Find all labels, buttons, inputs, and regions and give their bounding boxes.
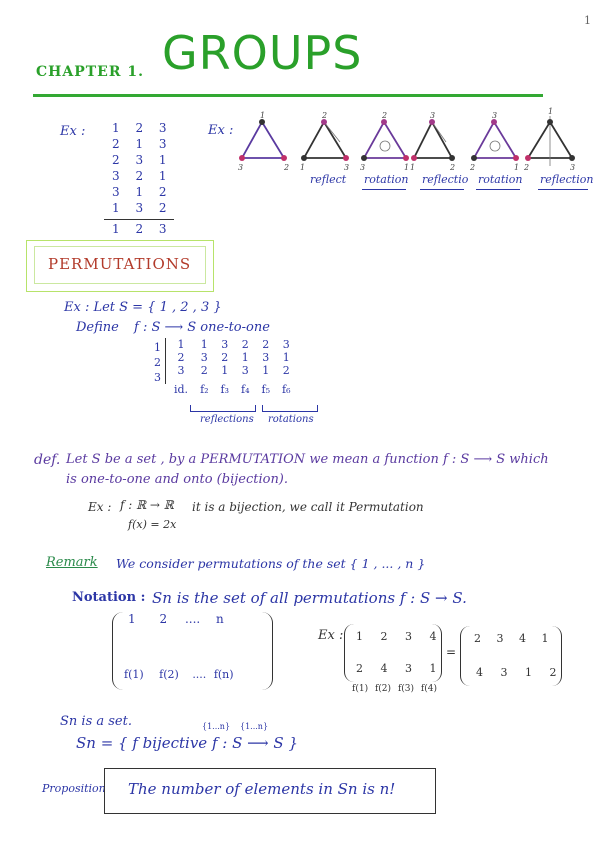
matrix-cell: f(2)	[159, 668, 179, 681]
table-cell: 2	[262, 338, 270, 351]
table-cell: 2	[177, 351, 185, 364]
define-map: f : S ⟶ S one-to-one	[134, 320, 270, 335]
matrix-cell: 3	[405, 662, 412, 675]
row-header: 2	[154, 356, 161, 369]
svg-text:2: 2	[322, 111, 328, 120]
sn-line2: Sn = { f bijective f : S ⟶ S }	[76, 734, 298, 752]
matrix-cell: 4	[476, 666, 483, 679]
ex-left-label: Ex :	[60, 124, 86, 139]
function-label: f₅	[261, 383, 270, 396]
row-header: 3	[154, 371, 161, 384]
matrix-cell: f(n)	[213, 668, 234, 681]
function-label: f₃	[220, 383, 230, 396]
svg-text:3: 3	[430, 111, 436, 120]
matrix-cell: 2	[474, 632, 481, 645]
example-let-line: Ex : Let S = { 1 , 2 , 3 }	[64, 300, 222, 315]
sn-line1: Sn is a set.	[60, 714, 132, 729]
function-label: f₆	[282, 383, 291, 396]
matrix-equals: =	[446, 645, 457, 659]
table-cell: 3	[282, 338, 290, 351]
matrix-cell: f(3)	[397, 684, 415, 694]
perm-table-rowheaders	[154, 340, 161, 385]
svg-text:2: 2	[470, 163, 476, 172]
proposition-label: Proposition	[42, 782, 106, 795]
notation-text: Sn is the set of all permutations f : S → S.	[152, 589, 467, 607]
definition-line1: Let S be a set , by a PERMUTATION we mean a function f : S ⟶ S which	[66, 452, 549, 467]
caption-underline	[420, 189, 464, 190]
matrix-cell: 4	[380, 662, 388, 675]
matrix-cell: ....	[192, 668, 207, 681]
table-cell: 1	[282, 351, 290, 364]
table-cell: 3	[200, 351, 208, 364]
ex-left-row: 3 2 1	[112, 169, 173, 183]
svg-text:3: 3	[492, 111, 498, 120]
table-cell: 1	[200, 338, 208, 351]
table-cell: 1	[177, 338, 185, 351]
notation-label: Notation :	[72, 590, 146, 605]
matrix-cell: 2	[380, 630, 388, 643]
m2-bottom-row	[476, 666, 557, 679]
matrix-cell: ....	[184, 612, 201, 626]
row-header: 1	[154, 341, 161, 354]
table-cell: 1	[262, 364, 270, 377]
matrix-cell: 1	[356, 630, 363, 643]
reflections-brace	[190, 405, 256, 412]
ex-right-label: Ex :	[208, 123, 234, 138]
triangle-caption: rotation	[478, 173, 523, 186]
matrix-right-paren	[262, 612, 273, 690]
chapter-title: GROUPS	[162, 26, 363, 80]
matrix-cell: f(1)	[352, 684, 369, 694]
matrix-example-label: Ex :	[318, 628, 344, 643]
matrix-top-row	[128, 612, 224, 626]
svg-text:1: 1	[300, 163, 306, 172]
function-label: f₄	[241, 383, 250, 396]
perm-table	[168, 338, 296, 396]
remark-label: Remark	[46, 555, 98, 570]
remark-text: We consider permutations of the set { 1 , ... , n }	[116, 556, 426, 571]
matrix-bottom-row	[124, 668, 234, 681]
m1-left-paren	[344, 624, 354, 682]
example-r-map: f : ℝ → ℝ	[120, 498, 174, 512]
function-label: id.	[174, 383, 189, 396]
matrix-cell: 4	[519, 632, 526, 645]
page-number: 1	[584, 14, 591, 27]
definition-line2: is one-to-one and onto (bijection).	[66, 472, 289, 487]
table-cell: 1	[221, 364, 229, 377]
perm-table-divider	[165, 338, 166, 384]
define-label: Define	[76, 320, 119, 335]
table-cell: 2	[200, 364, 208, 377]
chapter-label: CHAPTER 1.	[36, 64, 144, 80]
sn-above1: {1...n}	[202, 722, 231, 731]
title-underline	[33, 94, 543, 97]
function-label: f₂	[200, 383, 209, 396]
matrix-cell: 3	[496, 632, 504, 645]
svg-text:1: 1	[404, 163, 410, 172]
definition-prefix: def.	[34, 452, 61, 468]
matrix-cell: 1	[429, 662, 437, 675]
example-r-text: it is a bijection, we call it Permutation	[192, 500, 424, 514]
sn-above2: {1...n}	[240, 722, 269, 731]
matrix-cell: f(2)	[374, 684, 392, 694]
rotations-brace	[262, 405, 318, 412]
matrix-cell: 1	[525, 666, 532, 679]
matrix-cell: 1	[128, 612, 136, 626]
matrix-cell: 2	[159, 612, 168, 626]
matrix-cell: f(4)	[420, 684, 437, 694]
matrix-cell: 4	[429, 630, 437, 643]
matrix-cell: 3	[500, 666, 508, 679]
svg-text:1: 1	[548, 107, 554, 116]
ex-left-row: 3 1 2	[112, 185, 173, 199]
table-cell: 3	[241, 364, 249, 377]
triangle-caption: rotation	[364, 173, 409, 186]
m1-bottom-row	[356, 662, 437, 675]
caption-underline	[476, 189, 520, 190]
ex-left-rows	[112, 120, 173, 216]
svg-text:1: 1	[514, 163, 520, 172]
table-cell: 1	[241, 351, 249, 364]
svg-text:2: 2	[382, 111, 388, 120]
ex-left-result: 1 2 3	[112, 222, 173, 236]
matrix-cell: 3	[405, 630, 412, 643]
svg-text:2: 2	[524, 163, 530, 172]
example-r-label: Ex :	[88, 500, 112, 514]
matrix-cell: 2	[356, 662, 363, 675]
triangle-caption: reflectio	[422, 173, 469, 186]
table-cell: 3	[177, 364, 185, 377]
m1-under-row	[352, 684, 437, 694]
table-cell: 3	[262, 351, 270, 364]
caption-underline	[538, 189, 588, 190]
example-r-formula: f(x) = 2x	[128, 518, 177, 531]
matrix-cell: n	[216, 612, 224, 626]
matrix-cell: 1	[541, 632, 549, 645]
table-cell: 2	[282, 364, 290, 377]
svg-text:1: 1	[410, 163, 416, 172]
table-cell: 2	[241, 338, 249, 351]
triangle-caption: reflect	[310, 173, 347, 186]
ex-left-row: 1 2 3	[112, 121, 173, 135]
caption-underline	[362, 189, 406, 190]
ex-left-row: 1 3 2	[112, 201, 173, 215]
svg-text:3: 3	[570, 163, 576, 172]
reflections-label: reflections	[200, 414, 254, 425]
m1-top-row	[356, 630, 437, 643]
matrix-cell: 2	[549, 666, 557, 679]
svg-text:2: 2	[450, 163, 456, 172]
triangle-caption: reflection	[540, 173, 594, 186]
table-cell: 3	[221, 338, 229, 351]
matrix-left-paren	[112, 612, 123, 690]
proposition-text: The number of elements in Sn is n!	[128, 780, 396, 798]
table-cell: 2	[221, 351, 229, 364]
matrix-cell: f(1)	[124, 668, 144, 681]
ex-left-row: 2 3 1	[112, 153, 173, 167]
ex-left-row: 2 1 3	[112, 137, 173, 151]
ex-left-rule	[104, 219, 174, 220]
m2-top-row	[474, 632, 549, 645]
svg-text:3: 3	[344, 163, 350, 172]
permutations-heading: PERMUTATIONS	[48, 255, 192, 273]
svg-text:3: 3	[238, 163, 244, 172]
m2-left-paren	[460, 626, 470, 686]
svg-text:3: 3	[360, 163, 366, 172]
svg-text:1: 1	[260, 111, 266, 120]
rotations-label: rotations	[268, 414, 314, 425]
svg-text:2: 2	[284, 163, 290, 172]
